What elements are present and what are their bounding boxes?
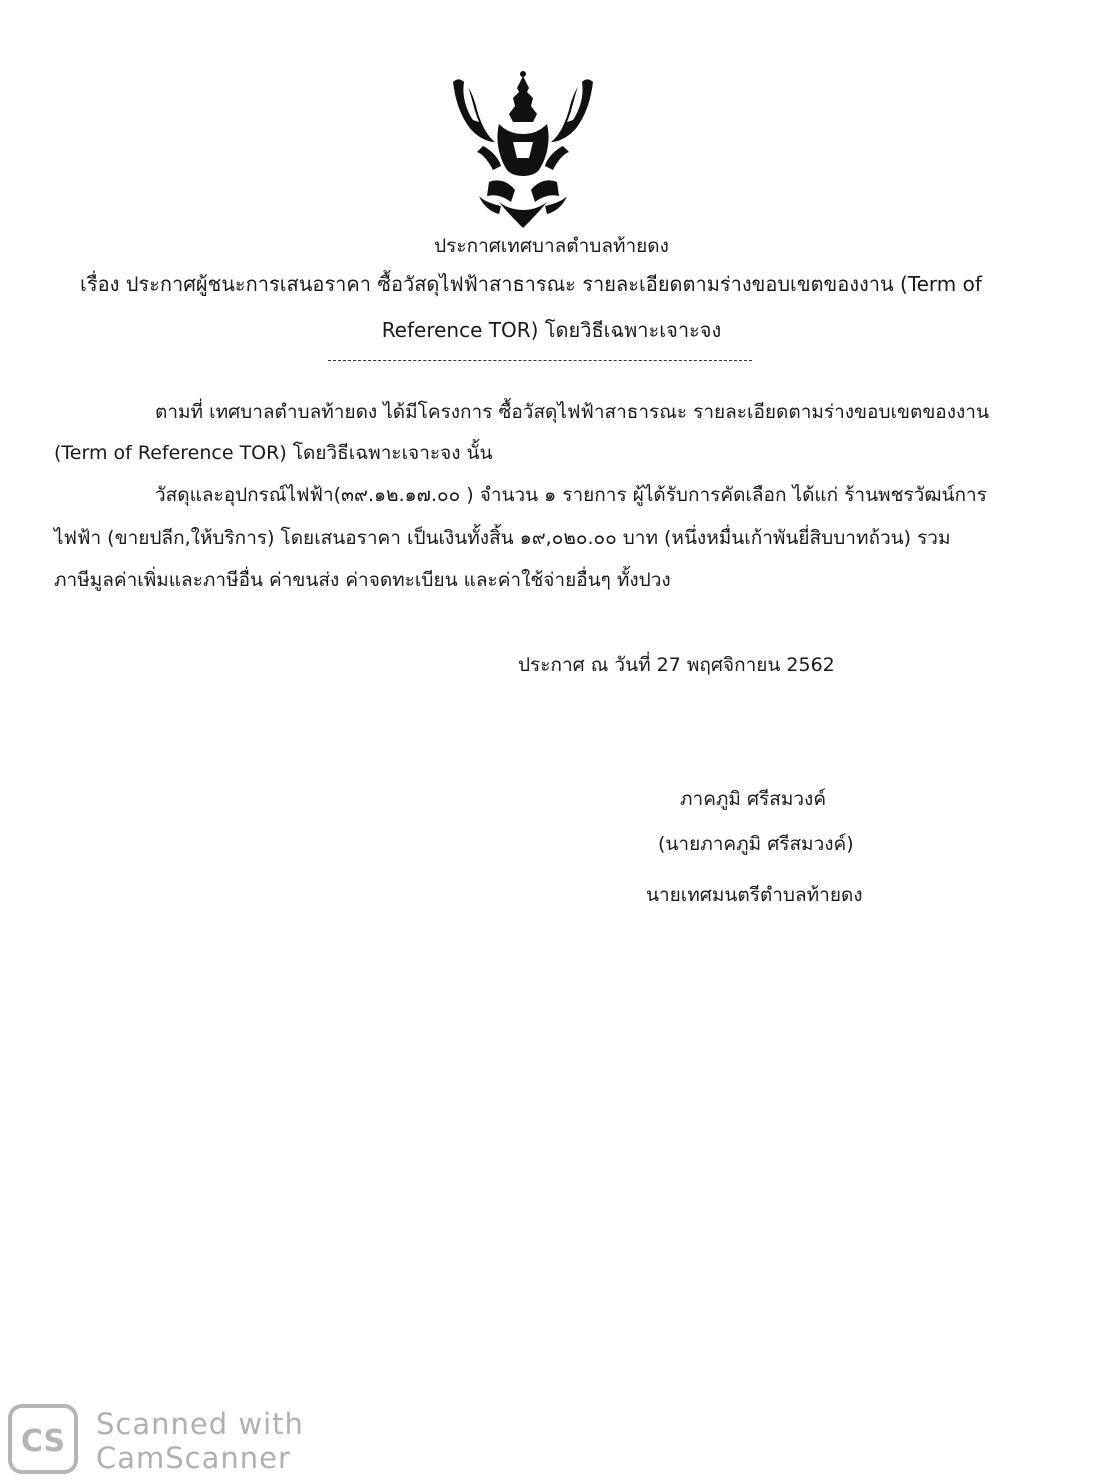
watermark-line-2: CamScanner bbox=[96, 1441, 291, 1475]
signatory-full-name: (นายภาคภูมิ ศรีสมวงค์) bbox=[658, 833, 854, 855]
paragraph-1-line-2: (Term of Reference TOR) โดยวิธีเฉพาะเจาะจง นั้น bbox=[54, 442, 493, 464]
subject-line-1: เรื่อง ประกาศผู้ชนะการเสนอราคา ซื้อวัสดุไฟฟ้าสาธารณะ รายละเอียดตามร่างขอบเขตของงาน (Term of bbox=[80, 272, 982, 296]
camscanner-logo-icon bbox=[8, 1404, 78, 1474]
signatory-position: นายเทศมนตรีตำบลท้ายดง bbox=[646, 884, 863, 906]
paragraph-2-line-3: ภาษีมูลค่าเพิ่มและภาษีอื่น ค่าขนส่ง ค่าจดทะเบียน และค่าใช้จ่ายอื่นๆ ทั้งปวง bbox=[54, 569, 671, 591]
subject-line-2: Reference TOR) โดยวิธีเฉพาะเจาะจง bbox=[381, 318, 722, 342]
svg-text:CS: CS bbox=[20, 1424, 66, 1459]
announcement-date: ประกาศ ณ วันที่ 27 พฤศจิกายน 2562 bbox=[518, 654, 835, 676]
divider-line bbox=[328, 360, 752, 361]
announcement-title: ประกาศเทศบาลตำบลท้ายดง bbox=[434, 235, 669, 257]
camscanner-watermark bbox=[8, 1404, 308, 1476]
paragraph-2-line-1: วัสดุและอุปกรณ์ไฟฟ้า(๓๙.๑๒.๑๗.๐๐ ) จำนวน ๑ รายการ ผู้ได้รับการคัดเลือก ได้แก่ ร้านพชรวัฒน์การ bbox=[155, 484, 987, 506]
signature-name: ภาคภูมิ ศรีสมวงค์ bbox=[680, 788, 827, 810]
paragraph-1-line-1: ตามที่ เทศบาลตำบลท้ายดง ได้มีโครงการ ซื้อวัสดุไฟฟ้าสาธารณะ รายละเอียดตามร่างขอบเขตของงาน bbox=[155, 401, 989, 423]
paragraph-2-line-2: ไฟฟ้า (ขายปลีก,ให้บริการ) โดยเสนอราคา เป็นเงินทั้งสิ้น ๑๙,๐๒๐.๐๐ บาท (หนึ่งหมื่นเก้าพันยี่สิบบาทถ้วน) รวม bbox=[54, 527, 951, 549]
garuda-emblem-icon bbox=[443, 62, 603, 232]
watermark-line-1: Scanned with bbox=[96, 1407, 304, 1441]
